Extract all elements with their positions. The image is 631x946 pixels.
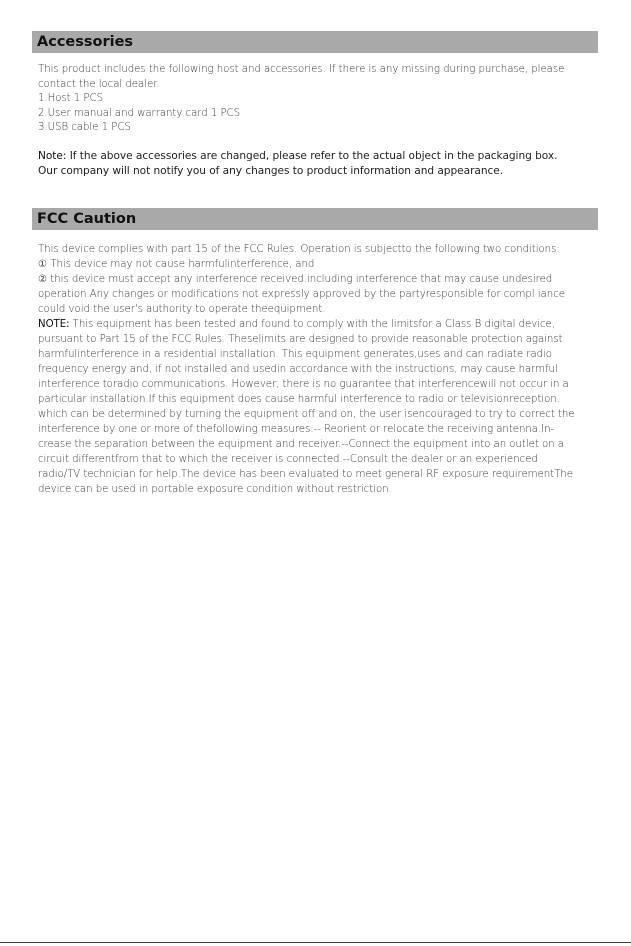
note-label: Note: — [38, 150, 67, 162]
fcc-note-line — [38, 317, 598, 332]
fcc-line: pursuant to Part 15 of the FCC Rules. Theselimits are designed to provide reasonable protection against — [38, 334, 563, 345]
fcc-caution-heading: FCC Caution — [32, 208, 598, 230]
fcc-line: device can be used in portable exposure condition without restriction. — [38, 484, 392, 495]
accessories-body — [38, 63, 598, 136]
fcc-line: could void the user's authority to operate theequipment. — [38, 304, 326, 315]
fcc-line: frequency energy and, if not installed and usedin accordance with the instructions, may cause harmful — [38, 364, 558, 375]
fcc-line: interference by one or more of thefollowing measures:-- Reorient or relocate the receiving antenna.In- — [38, 424, 555, 435]
accessories-note-line — [38, 149, 598, 164]
fcc-note-label: NOTE: — [38, 319, 70, 330]
fcc-line: ② this device must accept any interference received.including interference that may cause undesired — [38, 274, 553, 285]
accessories-item: 2.User manual and warranty card 1 PCS — [38, 107, 241, 119]
accessories-heading: Accessories — [32, 31, 598, 53]
fcc-line: circuit differentfrom that to which the receiver is connected.--Consult the dealer or an experienced — [38, 454, 538, 465]
fcc-line: This device complies with part 15 of the FCC Rules. Operation is subjectto the following two conditions: — [38, 244, 560, 255]
accessories-item: 3.USB cable 1 PCS — [38, 122, 131, 133]
accessories-line: contact the local dealer. — [38, 78, 160, 90]
accessories-item: 1.Host 1 PCS — [38, 93, 103, 104]
fcc-note-text: This equipment has been tested and found to comply with the limitsfor a Class B digital device, — [69, 319, 555, 330]
fcc-line: particular installation.If this equipment does cause harmful interference to radio or televisionreception. — [38, 394, 560, 405]
fcc-line: interference toradio communications. However, there is no guarantee that interferencewill not occur in a — [38, 379, 569, 390]
fcc-line: radio/TV technician for help.The device has been evaluated to meet general RF exposure requirementThe — [38, 469, 573, 480]
page-bottom-divider — [0, 942, 631, 943]
accessories-note — [38, 149, 598, 179]
accessories-note-line: Our company will not notify you of any changes to product information and appearance. — [38, 165, 504, 177]
fcc-line: ① This device may not cause harmfulinterference, and — [38, 259, 315, 270]
fcc-line: which can be determined by turning the equipment off and on, the user isencouraged to try to correct the — [38, 409, 575, 420]
accessories-line: This product includes the following host and accessories. If there is any missing during purchase, please — [38, 64, 565, 75]
fcc-caution-body — [38, 242, 598, 497]
fcc-line: crease the separation between the equipment and receiver.--Connect the equipment into an outlet on a — [38, 439, 564, 450]
fcc-line: operation.Any changes or modifications not expressly approved by the partyresponsible for compl iance — [38, 289, 565, 300]
note-text: If the above accessories are changed, please refer to the actual object in the packaging box. — [66, 150, 558, 162]
fcc-line: harmfulinterference in a residential installation. This equipment generates,uses and can radiate radio — [38, 349, 552, 360]
